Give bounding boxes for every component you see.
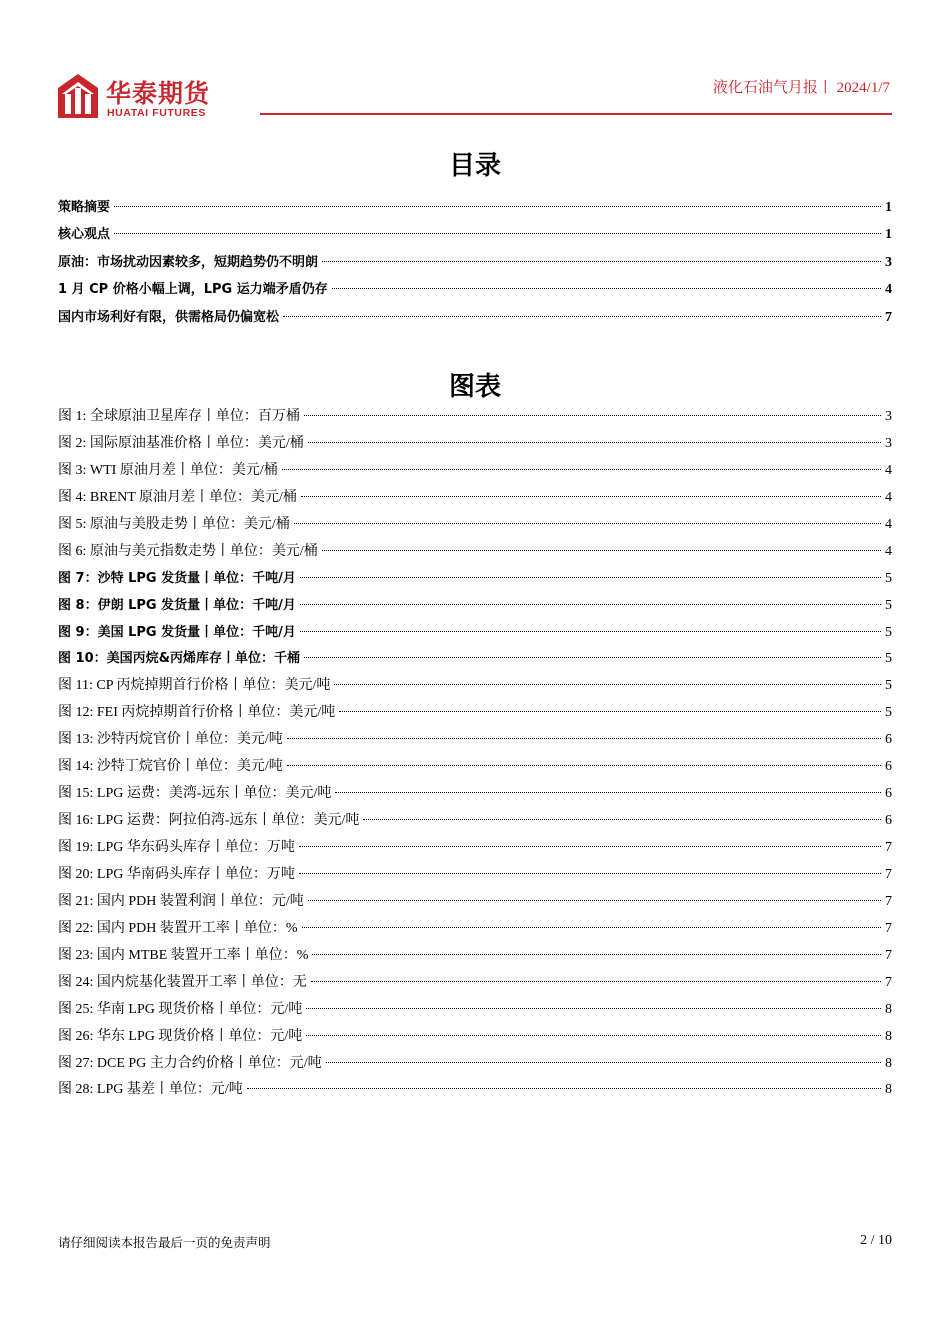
figure-entry-page: 7	[885, 866, 892, 882]
figure-entry-page: 5	[885, 597, 892, 613]
figure-entry[interactable]	[58, 621, 892, 648]
figure-entry-page: 5	[885, 570, 892, 586]
figure-entry-page: 5	[885, 624, 892, 640]
figure-entry[interactable]	[58, 755, 892, 782]
figure-entry-page: 3	[885, 435, 892, 451]
figure-entry-page: 6	[885, 732, 892, 748]
dot-leader	[312, 954, 881, 955]
figure-entry-label: 图 19: LPG 华东码头库存丨单位：万吨	[58, 840, 295, 855]
figure-entry[interactable]	[58, 459, 892, 486]
figure-entry[interactable]	[58, 674, 892, 701]
dot-leader	[304, 657, 881, 658]
dot-leader	[247, 1088, 881, 1089]
figure-entry-label: 图 25: 华南 LPG 现货价格丨单位：元/吨	[58, 1001, 303, 1017]
contents-list	[58, 196, 892, 333]
figure-entry[interactable]	[58, 944, 892, 971]
figure-entry[interactable]	[58, 540, 892, 567]
figure-entry-page: 6	[885, 759, 892, 775]
disclaimer-note: 请仔细阅读本报告最后一页的免责声明	[58, 1235, 271, 1250]
figure-entry-label: 图 14: 沙特丁烷官价丨单位：美元/吨	[58, 759, 283, 775]
dot-leader	[287, 765, 881, 766]
huatai-logo	[58, 74, 228, 120]
figure-entry-label: 图 28: LPG 基差丨单位：元/吨	[58, 1082, 243, 1098]
figure-entry[interactable]	[58, 782, 892, 809]
figure-entry-page: 7	[885, 920, 892, 936]
dot-leader	[302, 927, 881, 928]
dot-leader	[300, 604, 881, 605]
toc-entry-page: 3	[885, 254, 892, 270]
header-divider	[260, 113, 892, 115]
figure-entry[interactable]	[58, 971, 892, 998]
figure-entry[interactable]	[58, 594, 892, 621]
figure-entry[interactable]	[58, 567, 892, 594]
figures-list	[58, 405, 892, 1105]
figure-entry-page: 5	[885, 678, 892, 694]
toc-entry-page: 7	[885, 309, 892, 325]
figure-entry[interactable]	[58, 728, 892, 755]
figure-entry-label: 图 27: DCE PG 主力合约价格丨单位：元/吨	[58, 1055, 322, 1071]
figure-entry-label: 图 3: WTI 原油月差丨单位：美元/桶	[58, 462, 278, 478]
figure-entry[interactable]	[58, 1052, 892, 1079]
toc-entry-page: 1	[885, 200, 892, 215]
figure-entry[interactable]	[58, 863, 892, 890]
dot-leader	[304, 415, 881, 416]
figure-entry[interactable]	[58, 917, 892, 944]
brand-name-cn: 华泰期货	[106, 79, 211, 108]
figure-entry-page: 8	[885, 1082, 892, 1098]
figure-entry-page: 5	[885, 651, 892, 667]
toc-entry[interactable]	[58, 196, 892, 223]
figure-entry-label: 图 22: 国内 PDH 装置开工率丨单位：%	[58, 920, 298, 936]
toc-entry[interactable]	[58, 278, 892, 305]
dot-leader	[299, 846, 881, 847]
figure-entry-page: 8	[885, 1001, 892, 1017]
figure-entry[interactable]	[58, 1025, 892, 1052]
toc-entry-label: 国内市场利好有限，供需格局仍偏宽松	[58, 309, 280, 325]
toc-entry-label: 原油：市场扰动因素较多，短期趋势仍不明朗	[58, 254, 319, 270]
figure-entry-label: 图 8：伊朗 LPG 发货量丨单位：千吨/月	[58, 597, 296, 613]
dot-leader	[334, 684, 881, 685]
figure-entry-label: 图 13: 沙特丙烷官价丨单位：美元/吨	[58, 732, 283, 748]
dot-leader	[294, 523, 881, 524]
figure-entry[interactable]	[58, 1078, 892, 1105]
dot-leader	[322, 550, 881, 551]
figure-entry[interactable]	[58, 836, 892, 863]
figure-entry-label: 图 10：美国丙烷&丙烯库存丨单位：千桶	[58, 651, 300, 667]
figure-entry-page: 8	[885, 1055, 892, 1071]
contents-title: 目录	[448, 151, 501, 181]
figure-entry[interactable]	[58, 809, 892, 836]
figure-entry[interactable]	[58, 405, 892, 432]
toc-entry[interactable]	[58, 306, 892, 333]
figure-entry-label: 图 20: LPG 华南码头库存丨单位：万吨	[58, 866, 295, 882]
figure-entry-page: 8	[885, 1028, 892, 1044]
dot-leader	[114, 206, 881, 207]
dot-leader	[287, 738, 881, 739]
figure-entry-label: 图 9：美国 LPG 发货量丨单位：千吨/月	[58, 624, 296, 640]
dot-leader	[326, 1062, 881, 1063]
dot-leader	[300, 631, 881, 632]
report-title-date: 液化石油气月报丨 2024/1/7	[712, 80, 890, 96]
dot-leader	[283, 316, 881, 317]
figure-entry-page: 4	[885, 489, 892, 505]
figure-entry-page: 4	[885, 462, 892, 478]
figure-entry-label: 图 23: 国内 MTBE 装置开工率丨单位：%	[58, 947, 309, 963]
brand-name-en: HUATAI FUTURES	[107, 107, 207, 119]
figure-entry-label: 图 6: 原油与美元指数走势丨单位：美元/桶	[58, 543, 318, 559]
figure-entry-page: 7	[885, 893, 892, 909]
figure-entry-page: 3	[885, 409, 892, 424]
dot-leader	[300, 577, 881, 578]
page-indicator: 2 / 10	[860, 1233, 892, 1248]
toc-entry-label: 核心观点	[58, 227, 111, 243]
figure-entry-page: 6	[885, 813, 892, 829]
huatai-logo-icon	[58, 74, 98, 118]
figure-entry-label: 图 4: BRENT 原油月差丨单位：美元/桶	[58, 489, 297, 505]
dot-leader	[335, 792, 881, 793]
dot-leader	[308, 900, 881, 901]
figure-entry-label: 图 12: FEI 丙烷掉期首行价格丨单位：美元/吨	[58, 705, 336, 721]
dot-leader	[332, 288, 881, 289]
figure-entry-label: 图 11: CP 丙烷掉期首行价格丨单位：美元/吨	[58, 678, 331, 694]
dot-leader	[306, 1035, 881, 1036]
figure-entry-label: 图 7：沙特 LPG 发货量丨单位：千吨/月	[58, 570, 296, 586]
toc-entry[interactable]	[58, 251, 892, 278]
figure-entry-page: 4	[885, 543, 892, 559]
dot-leader	[363, 819, 881, 820]
figure-entry-page: 4	[885, 516, 892, 532]
figure-entry-label: 图 15: LPG 运费：美湾-远东丨单位：美元/吨	[58, 786, 332, 802]
toc-entry-label: 策略摘要	[58, 200, 111, 215]
figure-entry-label: 图 24: 国内烷基化装置开工率丨单位：无	[58, 974, 307, 990]
dot-leader	[311, 981, 881, 982]
figure-entry[interactable]	[58, 513, 892, 540]
dot-leader	[308, 442, 881, 443]
figure-entry-label: 图 21: 国内 PDH 装置利润丨单位：元/吨	[58, 893, 304, 909]
figure-entry-label: 图 5: 原油与美股走势丨单位：美元/桶	[58, 516, 290, 532]
figure-entry-page: 7	[885, 974, 892, 990]
dot-leader	[114, 233, 881, 234]
dot-leader	[301, 496, 881, 497]
toc-entry-page: 4	[885, 282, 892, 298]
toc-entry-page: 1	[885, 227, 892, 243]
toc-entry[interactable]	[58, 223, 892, 250]
figure-entry[interactable]	[58, 701, 892, 728]
figures-title: 图表	[448, 372, 501, 402]
dot-leader	[299, 873, 881, 874]
figure-entry[interactable]	[58, 486, 892, 513]
figure-entry[interactable]	[58, 432, 892, 459]
figure-entry-label: 图 1: 全球原油卫星库存丨单位：百万桶	[58, 409, 300, 424]
dot-leader	[339, 711, 881, 712]
figure-entry-page: 7	[885, 840, 892, 855]
toc-entry-label: 1 月 CP 价格小幅上调，LPG 运力端矛盾仍存	[58, 282, 328, 298]
figure-entry[interactable]	[58, 998, 892, 1025]
dot-leader	[282, 469, 881, 470]
dot-leader	[306, 1008, 881, 1009]
figure-entry-page: 7	[885, 947, 892, 963]
figure-entry-page: 5	[885, 705, 892, 721]
figure-entry-page: 6	[885, 786, 892, 802]
figure-entry-label: 图 26: 华东 LPG 现货价格丨单位：元/吨	[58, 1028, 303, 1044]
dot-leader	[322, 261, 881, 262]
figure-entry[interactable]	[58, 647, 892, 674]
figure-entry-label: 图 2: 国际原油基准价格丨单位：美元/桶	[58, 435, 304, 451]
figure-entry-label: 图 16: LPG 运费：阿拉伯湾-远东丨单位：美元/吨	[58, 813, 360, 829]
figure-entry[interactable]	[58, 890, 892, 917]
